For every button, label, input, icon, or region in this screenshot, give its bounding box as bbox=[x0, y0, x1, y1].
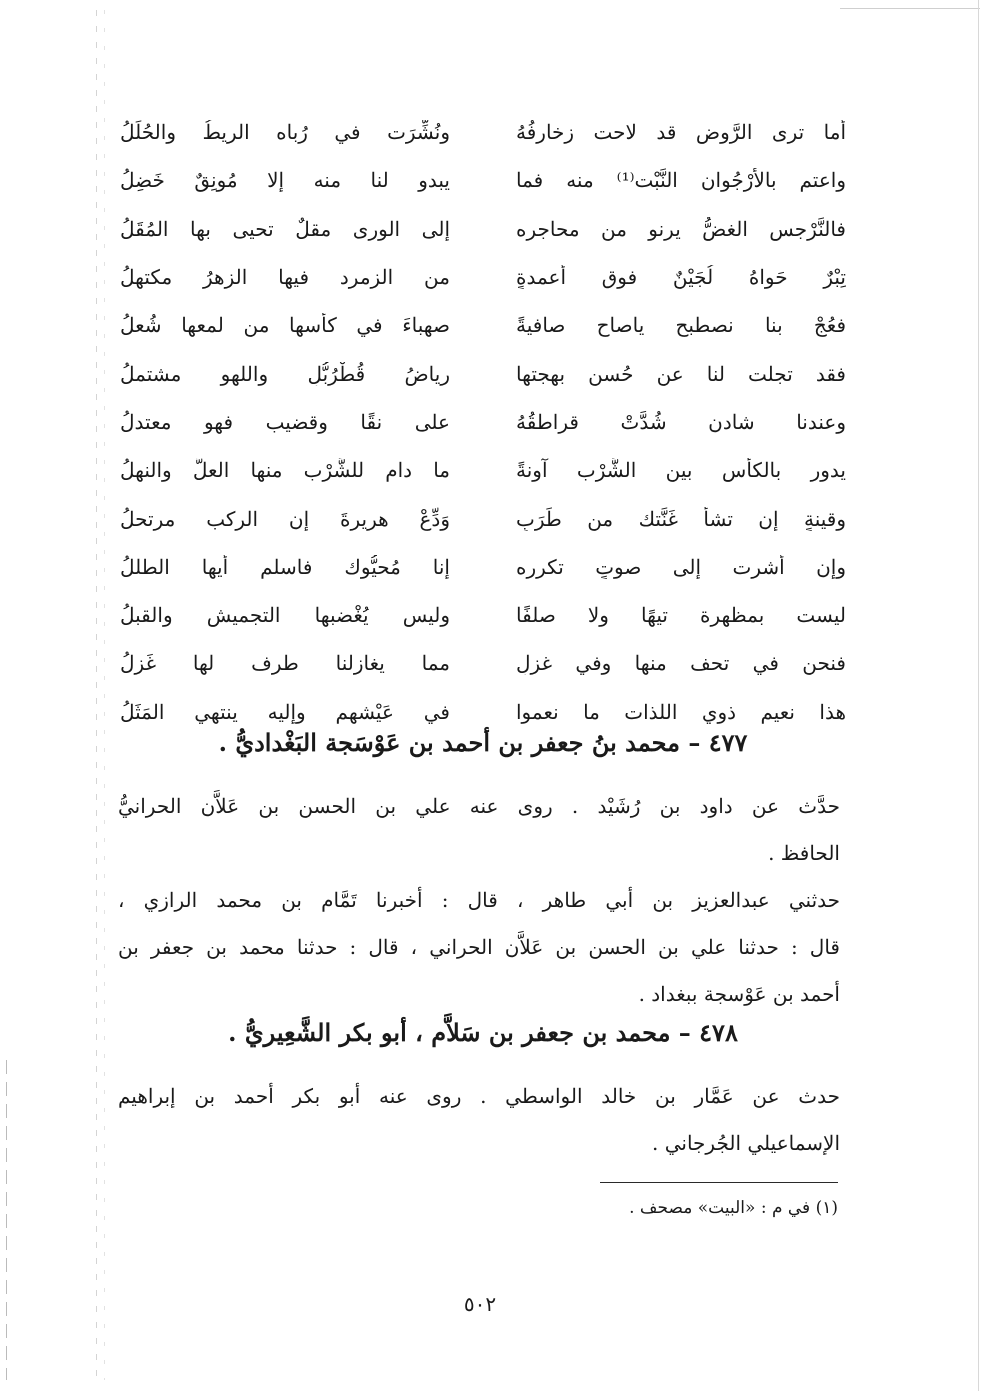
verse-second-hemistich: يبدو لنا منه إلا مُونِقٌ خَضِلُ bbox=[120, 168, 450, 193]
verse-first-hemistich: فنحن في تحف منها وفي غزلٍ bbox=[516, 651, 846, 676]
verse-second-hemistich: ونُشِّرَت في رُباه الريطُ والحُلَلُ bbox=[120, 120, 450, 145]
entry-paragraph bbox=[118, 1073, 840, 1167]
poem-verse bbox=[120, 349, 846, 397]
verse-first-hemistich: فقد تجلت لنا عن حُسنِ بهجتها bbox=[516, 361, 846, 386]
poem-verse bbox=[120, 398, 846, 446]
poem bbox=[120, 108, 846, 736]
footnote-separator bbox=[600, 1182, 838, 1183]
verse-second-hemistich: إنا مُحيُّوك فاسلم أيها الطللُ bbox=[120, 554, 450, 579]
entry-heading: ٤٧٨ – محمد بن جعفر بن سَلاَّم ، أبو بكر الشَّعِيريُّ . bbox=[228, 1018, 738, 1047]
verse-second-hemistich: صهباءَ في كأسها من لمعها شُعلُ bbox=[120, 313, 450, 338]
verse-first-hemistich: وقينةٍ إن تشأ غَنَّتك من طَرَبٍ bbox=[516, 506, 846, 531]
verse-second-hemistich: وليس يُغْضبها التجميش والقبلُ bbox=[120, 603, 450, 628]
paragraph-line: الإسماعيلي الجُرجاني . bbox=[652, 1131, 840, 1155]
paragraph-line: الحافظ . bbox=[768, 841, 840, 865]
poem-verse bbox=[120, 543, 846, 591]
scan-artifact-dots bbox=[96, 10, 97, 1380]
verse-first-hemistich: واعتم بالأرْجُوان النَّبْت⁽¹⁾ منه فما bbox=[516, 168, 846, 193]
verse-first-hemistich: ليست بمظهرة تيهًا ولا صلفًا bbox=[516, 603, 846, 628]
scan-artifact-dots bbox=[104, 10, 105, 1380]
poem-verse bbox=[120, 591, 846, 639]
poem-verse bbox=[120, 156, 846, 204]
poem-verse bbox=[120, 639, 846, 687]
verse-first-hemistich: تِبْرٌ حَواهُ لُجَيْنٌ فوق أعمدةٍ bbox=[516, 265, 846, 290]
entry-paragraph bbox=[118, 783, 840, 877]
page-number: ٥٠٢ bbox=[463, 1292, 497, 1316]
verse-first-hemistich: فعُجْ بنا نصطبح ياصاحِ صافيةً bbox=[516, 313, 846, 338]
footnote: (١) في م : «البيت» مصحف . bbox=[629, 1198, 838, 1218]
verse-second-hemistich: رياضُ قُطْرُبُّلٍ واللهو مشتملُ bbox=[120, 361, 450, 386]
verse-second-hemistich: ما دام للشَّرْب منها العلُّ والنهلُ bbox=[120, 458, 450, 483]
paragraph-line: حدَّث عن داود بن رُشَيْد . روى عنه علي بن الحسن بن عَلاَّن الحرانيُّ bbox=[118, 794, 840, 818]
verse-second-hemistich: وَدِّعْ هريرةَ إن الركب مرتحلُ bbox=[120, 506, 450, 531]
scan-artifact-line bbox=[840, 8, 980, 9]
poem-verse bbox=[120, 301, 846, 349]
verse-first-hemistich: وعندنا شادن شُدَّتْ قراطقُهُ bbox=[516, 409, 846, 434]
verse-first-hemistich: وإن أشرت إلى صوتٍ تكرره bbox=[516, 554, 846, 579]
verse-first-hemistich: هذا نعيم ذوي اللذات ما نعموا bbox=[516, 699, 846, 724]
verse-first-hemistich: يدور بالكأس بين الشَّرْب آونةً bbox=[516, 458, 846, 483]
scan-artifact-edge bbox=[978, 0, 979, 1391]
poem-verse bbox=[120, 253, 846, 301]
scan-artifact-dots bbox=[6, 1060, 7, 1380]
paragraph-line: حدثني عبدالعزيز بن أبي طاهر ، قال : أخبرنا تَمَّام بن محمد الرازي ، bbox=[118, 888, 840, 912]
verse-second-hemistich: إلى الورى مقلٌ تحيى بها المُقَلُ bbox=[120, 216, 450, 241]
entry-paragraph bbox=[118, 877, 840, 1018]
poem-verse bbox=[120, 446, 846, 494]
poem-verse bbox=[120, 108, 846, 156]
paragraph-line: قال : حدثنا علي بن الحسن بن عَلاَّن الحراني ، قال : حدثنا محمد بن جعفر بن bbox=[118, 935, 840, 959]
verse-second-hemistich: من الزمرد فيها الزهرُ مكتهلُ bbox=[120, 265, 450, 290]
entry-heading: ٤٧٧ – محمد بنُ جعفر بن أحمد بن عَوْسَجة البَغْداديُّ . bbox=[218, 728, 748, 757]
verse-second-hemistich: مما يغازلنا طرف لها غَزِلُ bbox=[120, 651, 450, 676]
verse-second-hemistich: على نقًا وقضيب فهو معتدلُ bbox=[120, 409, 450, 434]
verse-first-hemistich: فالنَّرْجس الغضُّ يرنو من محاجره bbox=[516, 216, 846, 241]
paragraph-line: حدث عن عَمَّار بن خالد الواسطي . روى عنه أبو بكر أحمد بن إبراهيم bbox=[118, 1084, 840, 1108]
poem-verse bbox=[120, 494, 846, 542]
paragraph-line: أحمد بن عَوْسجة ببغداد . bbox=[638, 982, 840, 1006]
poem-verse bbox=[120, 205, 846, 253]
verse-first-hemistich: أما ترى الرَّوض قد لاحت زخارِفُهُ bbox=[516, 120, 846, 145]
verse-second-hemistich: في عَيْشهم وإليه ينتهي المَثَلُ bbox=[120, 699, 450, 724]
